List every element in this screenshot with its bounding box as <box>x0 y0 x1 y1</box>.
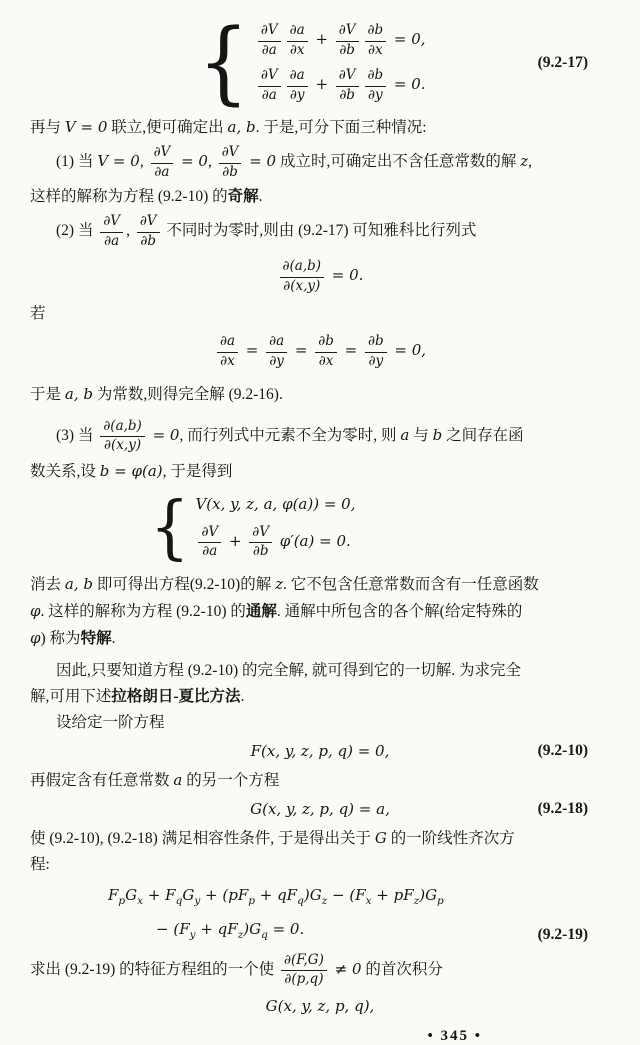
math-text: ) <box>243 919 250 938</box>
fraction-denominator: ∂(x,y) <box>283 277 321 294</box>
equation-system-phi <box>30 485 610 568</box>
math-text: + <box>143 885 166 904</box>
text: (2) 当 <box>56 222 98 240</box>
fraction-denominator: ∂a <box>104 232 120 249</box>
equation-system-phi-row2 <box>195 524 355 561</box>
math-text: = 0, <box>389 30 426 49</box>
math-subscripted: $qF_q$ <box>277 885 304 907</box>
equation-label-9-2-18: (9.2-18) <box>537 800 588 818</box>
case-2-line <box>30 213 610 250</box>
equation-9-2-19 <box>30 882 610 948</box>
fraction-denominator: ∂b <box>252 543 269 560</box>
math-text: = 0, <box>389 341 427 360</box>
equation-9-2-19-row2 <box>30 916 610 948</box>
text: 再假定含有任意常数 <box>30 771 174 789</box>
math-subscripted: $F_p$ <box>108 885 126 907</box>
text: 联立,便可确定出 <box>107 119 228 137</box>
math-text: = 0 <box>176 152 208 171</box>
fraction-numerator: ∂V <box>336 22 359 42</box>
math-subscripted: $qF_z$ <box>217 919 244 941</box>
fraction <box>266 333 287 370</box>
fraction-numerator: ∂a <box>217 333 238 353</box>
math-text: = 0. <box>389 75 426 94</box>
text: (3) 当 <box>56 426 98 444</box>
fraction <box>249 524 272 561</box>
text: . <box>258 188 263 206</box>
fraction-numerator: ∂(a,b) <box>280 258 325 278</box>
fraction <box>287 67 308 104</box>
text: 的首次积分 <box>361 960 443 978</box>
fraction <box>281 952 327 989</box>
math-text: − ( <box>156 919 180 938</box>
math-subscripted: $G_x$ <box>125 885 144 907</box>
text: . <box>111 629 116 647</box>
equation-9-2-17-row2 <box>255 67 426 104</box>
math-text: + ( <box>200 885 229 904</box>
text: . 它不包含任意常数而含有一任意函数 <box>283 575 539 593</box>
equation-label-9-2-10: (9.2-10) <box>537 742 588 760</box>
case-1-continuation <box>30 184 610 210</box>
paragraph-therefore-2 <box>30 684 610 710</box>
math-text: a, b <box>64 574 93 593</box>
page-number: • 345 • <box>427 1027 482 1044</box>
fraction-denominator: ∂a <box>261 86 277 103</box>
text: 特解 <box>80 629 112 647</box>
equation-system-phi-row1 <box>195 493 355 516</box>
fraction <box>280 258 325 295</box>
math-text: + <box>254 885 278 904</box>
text: . <box>240 687 245 705</box>
fraction-numerator: ∂V <box>258 67 281 87</box>
case-3-continuation <box>30 458 610 485</box>
paragraph-compatibility-1 <box>30 825 610 852</box>
fraction-denominator: ∂y <box>368 86 383 103</box>
math-subscripted: $F_x$ <box>355 885 372 907</box>
text: 通解 <box>245 602 277 620</box>
math-text: ≠ 0 <box>329 959 362 978</box>
subscript: z <box>413 894 420 907</box>
math-text: V = 0 <box>97 152 140 171</box>
fraction <box>258 22 281 59</box>
text: , <box>126 222 134 240</box>
math-text: + <box>224 531 247 550</box>
math-text: ) <box>303 885 310 904</box>
equation-rows <box>255 22 426 104</box>
fraction-denominator: ∂y <box>269 353 284 370</box>
fraction <box>100 213 123 250</box>
word-if <box>30 301 610 327</box>
subscript: q <box>297 894 304 907</box>
math-text: b = φ(a) <box>99 461 163 480</box>
left-curly-brace-icon: { <box>198 10 249 115</box>
subscript: z <box>321 894 328 907</box>
math-text: φ <box>30 628 41 647</box>
equation-9-2-10-body <box>251 743 390 760</box>
equation-9-2-17-row1 <box>255 22 426 59</box>
math-text: − ( <box>327 885 356 904</box>
fraction-numerator: ∂V <box>258 22 281 42</box>
paragraph-general-solution-1 <box>30 571 610 598</box>
fraction-denominator: ∂b <box>140 232 156 249</box>
fraction-numerator: ∂b <box>315 333 337 353</box>
equation-9-2-10 <box>30 742 610 761</box>
math-text: ) <box>419 885 426 904</box>
math-text: G <box>374 828 387 847</box>
equation-first-integral-g <box>30 997 610 1016</box>
fraction-denominator: ∂x <box>368 41 383 58</box>
math-subscripted: $F_y$ <box>179 919 196 941</box>
math-text: φ <box>30 601 41 620</box>
equation-jacobian-zero <box>30 258 610 295</box>
fraction-denominator: ∂x <box>289 41 305 58</box>
subscript: p <box>437 894 444 907</box>
math-text: F(x, y, z, p, q) = 0, <box>250 741 390 760</box>
text: 奇解 <box>227 188 259 206</box>
fraction <box>258 67 281 104</box>
equation-system-9-2-17 <box>30 10 610 115</box>
fraction-denominator: ∂y <box>289 86 305 103</box>
equation-label-9-2-19: (9.2-19) <box>537 925 588 943</box>
fraction-numerator: ∂a <box>287 67 308 87</box>
fraction-denominator: ∂b <box>222 163 238 180</box>
text: 若 <box>30 305 46 323</box>
paragraph-assume-constant <box>30 767 610 794</box>
math-subscripted: $G_y$ <box>182 885 201 907</box>
paragraph-given-equation <box>30 710 610 736</box>
fraction <box>336 67 359 104</box>
text: 使 (9.2-10), (9.2-18) 满足相容性条件, 于是得出关于 <box>30 829 375 847</box>
text: 为常数,则得完全解 (9.2-16). <box>92 385 283 403</box>
math-text: b <box>432 425 443 444</box>
math-text: + <box>310 30 333 49</box>
math-text: z <box>275 574 284 593</box>
fraction <box>365 22 387 59</box>
paragraph-general-solution-2 <box>30 598 610 625</box>
fraction-denominator: ∂x <box>318 353 334 370</box>
math-text: = 0 <box>244 152 277 171</box>
case-2-conclusion <box>30 381 610 408</box>
math-text: = 0. <box>267 919 305 938</box>
paragraph-compatibility-2 <box>30 852 610 878</box>
text: 的另一个方程 <box>182 771 280 789</box>
math-text: = 0 <box>147 425 180 444</box>
math-text: + <box>310 75 333 94</box>
text: (1) 当 <box>56 153 98 171</box>
text: , 于是得到 <box>162 462 233 480</box>
subscript: q <box>175 894 183 907</box>
math-subscripted: $G_z$ <box>309 885 328 907</box>
text: 与 <box>409 426 433 444</box>
equation-label-9-2-17: (9.2-17) <box>537 54 588 72</box>
text: 拉格朗日-夏比方法 <box>111 687 241 705</box>
text: 因此,只要知道方程 (9.2-10) 的完全解, 就可得到它的一切解. 为求完全 <box>56 661 521 679</box>
fraction-denominator: ∂x <box>220 353 235 370</box>
fraction-numerator: ∂b <box>365 67 387 87</box>
fraction <box>315 333 337 370</box>
paragraph-combine-with-v <box>30 114 610 141</box>
math-text: a <box>173 770 183 789</box>
fraction-numerator: ∂a <box>287 22 308 42</box>
fraction-numerator: ∂V <box>336 67 359 87</box>
fraction-denominator: ∂a <box>202 543 218 560</box>
fraction-numerator: ∂(F,G) <box>281 952 327 972</box>
math-subscripted: $pF_p$ <box>228 885 255 907</box>
fraction-denominator: ∂(x,y) <box>104 437 142 454</box>
text: 之间存在函 <box>442 426 524 444</box>
text: 于是 <box>30 385 65 403</box>
fraction-numerator: ∂V <box>198 524 221 544</box>
paragraph-first-integral <box>30 952 610 989</box>
text: . 这样的解称为方程 (9.2-10) 的 <box>40 602 246 620</box>
math-text: a <box>400 425 410 444</box>
subscript: y <box>194 894 201 907</box>
text: . 于是,可分下面三种情况: <box>255 119 427 137</box>
text: 这样的解称为方程 (9.2-10) 的 <box>30 188 228 206</box>
fraction-denominator: ∂a <box>154 163 170 180</box>
math-text: = <box>339 341 362 360</box>
fraction <box>365 67 387 104</box>
fraction <box>217 333 238 370</box>
math-text: a, b <box>227 118 256 137</box>
equation-9-2-18-body <box>250 801 390 818</box>
fraction-numerator: ∂b <box>365 333 387 353</box>
subscript: z <box>237 928 244 941</box>
fraction-denominator: ∂y <box>368 353 384 370</box>
text: , <box>528 153 533 171</box>
text: , 而行列式中元素不全为零时, 则 <box>179 426 401 444</box>
fraction <box>365 333 387 370</box>
paragraph-general-solution-3 <box>30 625 610 652</box>
text: 程: <box>30 855 50 873</box>
case-1-line <box>30 144 610 181</box>
math-text: + <box>195 919 218 938</box>
math-text: z <box>520 152 529 171</box>
subscript: x <box>137 894 144 907</box>
text: 消去 <box>30 575 65 593</box>
fraction <box>137 213 160 250</box>
equation-partials-zero <box>30 333 610 370</box>
text: 成立时,可确定出不含任意常数的解 <box>276 153 521 171</box>
subscript: y <box>189 928 196 941</box>
math-text: = 0. <box>327 266 364 285</box>
math-text: V(x, y, z, a, φ(a)) = 0, <box>195 494 356 513</box>
text: . 通解中所包含的各个解(给定特殊的 <box>276 602 523 620</box>
math-text: a, b <box>64 384 93 403</box>
text: , <box>207 153 216 171</box>
text: , <box>139 153 148 171</box>
fraction-denominator: ∂a <box>261 41 277 58</box>
equation-9-2-19-row1 <box>30 882 610 914</box>
math-subscripted: $G_p$ <box>425 885 444 907</box>
text: 的一阶线性齐次方 <box>386 829 515 847</box>
math-text: G(x, y, z, p, q), <box>265 996 375 1015</box>
fraction-numerator: ∂a <box>266 333 287 353</box>
math-text: + <box>371 885 394 904</box>
math-text: G(x, y, z, p, q) = a, <box>250 799 390 818</box>
math-subscripted: $F_q$ <box>165 885 183 907</box>
text: 求出 (9.2-19) 的特征方程组的一个使 <box>30 960 278 978</box>
math-subscripted: $G_q$ <box>249 919 268 941</box>
fraction-numerator: ∂b <box>365 22 387 42</box>
fraction-denominator: ∂b <box>339 41 355 58</box>
subscript: p <box>118 894 126 907</box>
fraction <box>151 144 174 181</box>
text: 数关系,设 <box>30 462 100 480</box>
case-3-line <box>30 418 610 455</box>
text: 再与 <box>30 119 65 137</box>
math-text: V = 0 <box>64 118 108 137</box>
fraction-numerator: ∂V <box>100 213 123 233</box>
fraction <box>198 524 221 561</box>
text: ) 称为 <box>40 629 81 647</box>
subscript: q <box>261 928 268 941</box>
math-text: φ′(a) = 0. <box>275 531 351 550</box>
text: 解,可用下述 <box>30 687 112 705</box>
fraction <box>287 22 308 59</box>
equation-rows <box>195 493 355 561</box>
text: 即可得出方程(9.2-10)的解 <box>92 575 276 593</box>
math-subscripted: $pF_z$ <box>393 885 420 907</box>
fraction-denominator: ∂(p,q) <box>284 971 324 988</box>
fraction-denominator: ∂b <box>339 86 355 103</box>
fraction <box>336 22 359 59</box>
fraction-numerator: ∂(a,b) <box>100 418 145 438</box>
paragraph-therefore-1 <box>30 658 610 684</box>
math-text: = <box>290 341 313 360</box>
fraction-numerator: ∂V <box>219 144 242 164</box>
fraction-numerator: ∂V <box>137 213 160 233</box>
subscript: p <box>248 894 255 907</box>
equation-9-2-18 <box>30 800 610 819</box>
fraction <box>100 418 145 455</box>
text: 不同时为零时,则由 (9.2-17) 可知雅科比行列式 <box>162 222 477 240</box>
math-text: = <box>241 341 264 360</box>
text: 设给定一阶方程 <box>56 713 165 731</box>
fraction <box>219 144 242 181</box>
fraction-numerator: ∂V <box>249 524 272 544</box>
fraction-numerator: ∂V <box>151 144 174 164</box>
subscript: x <box>365 894 372 907</box>
left-curly-brace-icon: { <box>150 485 190 568</box>
